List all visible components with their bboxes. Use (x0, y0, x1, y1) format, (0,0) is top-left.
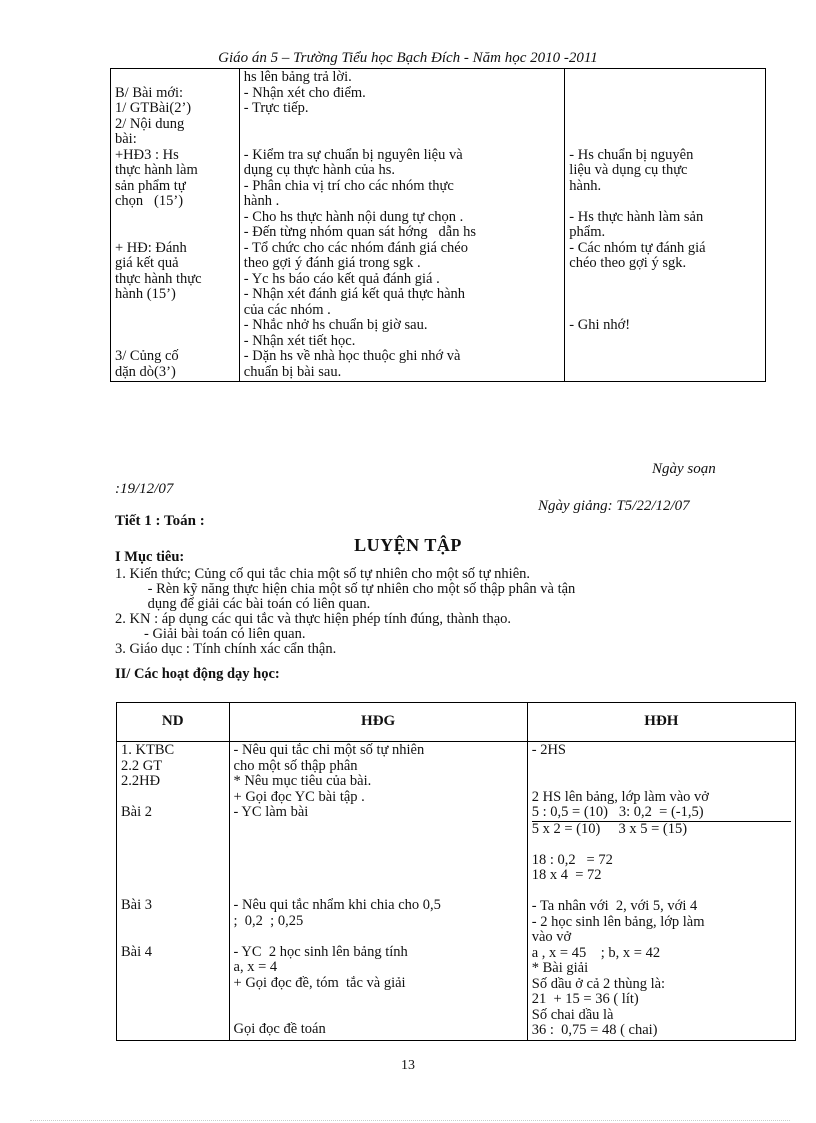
text-line: 36 : 0,75 = 48 ( chai) (531, 1022, 658, 1038)
text-line: sản phẩm tự (115, 177, 186, 194)
text-line: - Ghi nhớ! (569, 317, 631, 333)
text-line: a, x = 4 (233, 959, 278, 975)
text-line: Số dầu ở cả 2 thùng là: (531, 975, 666, 992)
text-line (234, 821, 523, 837)
text-line: chéo theo gợi ý sgk. (569, 255, 687, 271)
text-line (234, 836, 523, 852)
text-line (532, 759, 791, 775)
text-line (115, 70, 235, 86)
text-line: - Trực tiếp. (243, 100, 309, 116)
text-line: - Ta nhân với 2, với 5, với 4 (531, 898, 698, 914)
text-line (121, 914, 225, 930)
text-line: Số chai dầu là (531, 1006, 614, 1023)
text-line: 2/ Nội dung (115, 115, 185, 132)
text-line: - Nhận xét cho điểm. (243, 84, 366, 101)
text-line (532, 837, 791, 853)
text-line: 1. Kiến thức; Củng cố qui tắc chia một số tự nhiên cho một số tự nhiên. (115, 566, 531, 582)
objectives-heading: I Mục tiêu: (115, 549, 185, 565)
text-line: - Hs thực hành làm sản (569, 208, 704, 225)
text-line: thực hành làm (115, 162, 198, 178)
text-line: 3. Giáo dục : Tính chính xác cẩn thận. (115, 641, 337, 657)
text-line (569, 86, 761, 102)
text-line (569, 101, 761, 117)
text-line (569, 334, 761, 350)
text-line: 18 x 4 = 72 (531, 867, 602, 883)
text-line: chọn (15’) (115, 193, 184, 209)
objectives-list (115, 567, 795, 657)
text-line (569, 349, 761, 365)
text-line: dụng cụ thực hành của hs. (243, 162, 396, 178)
text-line (115, 225, 235, 241)
text-line: - Đến từng nhóm quan sát hớng dẫn hs (243, 224, 476, 240)
text-line: hành. (569, 177, 602, 194)
text-line: vào vở (531, 929, 572, 945)
t1-col-content (111, 69, 240, 382)
text-line (569, 70, 761, 86)
text-line: * Bài giải (531, 960, 589, 976)
text-line: 5 x 2 = (10) 3 x 5 = (15) (531, 820, 688, 837)
text-line: Bài 3 (121, 897, 153, 913)
t2-header-nd: ND (117, 703, 230, 742)
text-line: B/ Bài mới: (115, 84, 184, 101)
text-line: - Yc hs báo cáo kết quả đánh giá . (243, 270, 440, 287)
text-line: 18 : 0,2 = 72 (531, 851, 613, 868)
text-line: phẩm. (569, 224, 606, 240)
text-line: chuẩn bị bài sau. (243, 363, 342, 380)
text-line: - Nhận xét đánh giá kết quả thực hành (243, 286, 466, 302)
text-line (569, 365, 761, 381)
prep-date-label: Ngày soạn (652, 461, 716, 477)
text-line: dụng để giải các bài toán có liên quan. (115, 596, 371, 612)
text-line (121, 867, 225, 883)
text-line (234, 991, 523, 1007)
t1-col-student (565, 69, 766, 382)
text-line: Bài 2 (121, 804, 153, 820)
text-line: 1. KTBC (121, 742, 175, 758)
lesson-label: Tiết 1 : Toán : (115, 513, 205, 529)
text-line (569, 132, 761, 148)
text-line: 21 + 15 = 36 ( lít) (531, 991, 639, 1007)
text-line: - Dặn hs về nhà học thuộc ghi nhớ và (243, 348, 461, 364)
text-line (569, 194, 761, 210)
text-line (115, 303, 235, 319)
page-number: 13 (401, 1058, 415, 1073)
text-line: +HĐ3 : Hs (115, 146, 179, 163)
t1-col-teacher (239, 69, 565, 382)
text-line (234, 929, 523, 945)
text-line: + Gọi đọc đề, tóm tắc và giải (233, 974, 406, 991)
text-line: giá kết quả (115, 255, 179, 271)
text-line: - YC làm bài (233, 804, 309, 820)
text-line: - Nêu qui tắc nhẩm khi chia cho 0,5 (233, 897, 441, 913)
page-header: Giáo án 5 – Trường Tiểu học Bạch Đích - Năm học 2010 -2011 (218, 50, 598, 66)
lesson-plan-table-1 (110, 68, 766, 382)
text-line (569, 287, 761, 303)
text-line: a , x = 45 ; b, x = 42 (531, 944, 661, 961)
text-line: bài: (115, 131, 137, 147)
prep-date: :19/12/07 (115, 481, 174, 497)
text-line: - Nhắc nhở hs chuẩn bị giờ sau. (243, 317, 428, 333)
text-line (121, 1022, 225, 1038)
t2-col-student (527, 742, 795, 1041)
text-line: - Các nhóm tự đánh giá (569, 239, 706, 256)
page-edge-divider (30, 1120, 790, 1121)
text-line: Bài 4 (121, 943, 153, 960)
text-line: 2. KN : áp dụng các qui tắc và thực hiện phép tính đúng, thành thạo. (115, 611, 512, 627)
text-line (532, 774, 791, 790)
text-line: - 2 học sinh lên bảng, lớp làm (531, 913, 705, 930)
text-line: - Nêu qui tắc chi một số tự nhiên (233, 742, 425, 758)
text-line (115, 210, 235, 226)
text-line: thực hành thực (115, 270, 202, 287)
text-line: 2.2HĐ (121, 773, 161, 789)
text-line (121, 960, 225, 976)
text-line (244, 132, 561, 148)
text-line: - Kiểm tra sự chuẩn bị nguyên liệu và (243, 146, 463, 163)
text-line (115, 318, 235, 334)
text-line: - Nhận xét tiết học. (243, 332, 356, 349)
text-line: - Cho hs thực hành nội dung tự chọn . (243, 208, 464, 225)
text-line: hành (15’) (115, 286, 176, 302)
text-line (121, 821, 225, 837)
text-line: - 2HS (531, 742, 566, 758)
teaching-date: Ngày giảng: T5/22/12/07 (538, 498, 690, 514)
text-line: 5 : 0,5 = (10) 3: 0,2 = (-1,5) (532, 805, 791, 822)
text-line: 3/ Củng cố (115, 348, 179, 364)
text-line: 2 HS lên bảng, lớp làm vào vở (531, 788, 709, 805)
text-line (234, 883, 523, 899)
text-line (121, 790, 225, 806)
t2-col-content (117, 742, 230, 1041)
t2-header-hdh: HĐH (527, 703, 795, 742)
text-line (234, 1007, 523, 1023)
text-line: * Nêu mục tiêu của bài. (233, 773, 372, 789)
lesson-title: LUYỆN TẬP (354, 535, 462, 555)
t2-col-teacher (229, 742, 527, 1041)
text-line: + Gọi đọc YC bài tập . (233, 788, 365, 805)
text-line: 1/ GTBài(2’) (115, 100, 192, 116)
text-line (244, 117, 561, 133)
text-line: - Rèn kỹ năng thực hiện chia một số tự nhiên cho một số thập phân và tận (115, 581, 576, 597)
text-line: theo gợi ý đánh giá trong sgk . (243, 255, 421, 271)
text-line: liệu và dụng cụ thực (569, 162, 688, 178)
text-line (532, 884, 791, 900)
text-line (234, 867, 523, 883)
text-line (115, 334, 235, 350)
text-line: - Tổ chức cho các nhóm đánh giá chéo (243, 239, 468, 256)
t2-header-hdg: HĐG (229, 703, 527, 742)
text-line (121, 836, 225, 852)
text-line (121, 929, 225, 945)
text-line: - Hs chuẩn bị nguyên (569, 146, 694, 163)
lesson-plan-table-2 (116, 702, 796, 1041)
text-line: hs lên bảng trả lời. (243, 69, 352, 85)
text-line: ; 0,2 ; 0,25 (233, 912, 304, 929)
text-line: hành . (243, 193, 280, 209)
text-line (234, 852, 523, 868)
text-line: + HĐ: Đánh (115, 239, 187, 256)
activities-heading: II/ Các hoạt động dạy học: (115, 666, 280, 682)
text-line (121, 852, 225, 868)
text-line (121, 976, 225, 992)
text-line (569, 303, 761, 319)
text-line: dặn dò(3’) (115, 363, 176, 380)
text-line: - Phân chia vị trí cho các nhóm thực (243, 177, 454, 194)
text-line (569, 117, 761, 133)
text-line (569, 272, 761, 288)
text-line: Gọi đọc đề toán (233, 1021, 326, 1037)
text-line: - Giải bài toán có liên quan. (115, 626, 306, 642)
text-line (121, 1007, 225, 1023)
text-line (121, 991, 225, 1007)
text-line: - YC 2 học sinh lên bảng tính (233, 943, 408, 960)
text-line: cho một số thập phân (233, 757, 358, 774)
text-line: của các nhóm . (243, 301, 331, 318)
text-line: 2.2 GT (121, 757, 163, 774)
text-line (121, 883, 225, 899)
